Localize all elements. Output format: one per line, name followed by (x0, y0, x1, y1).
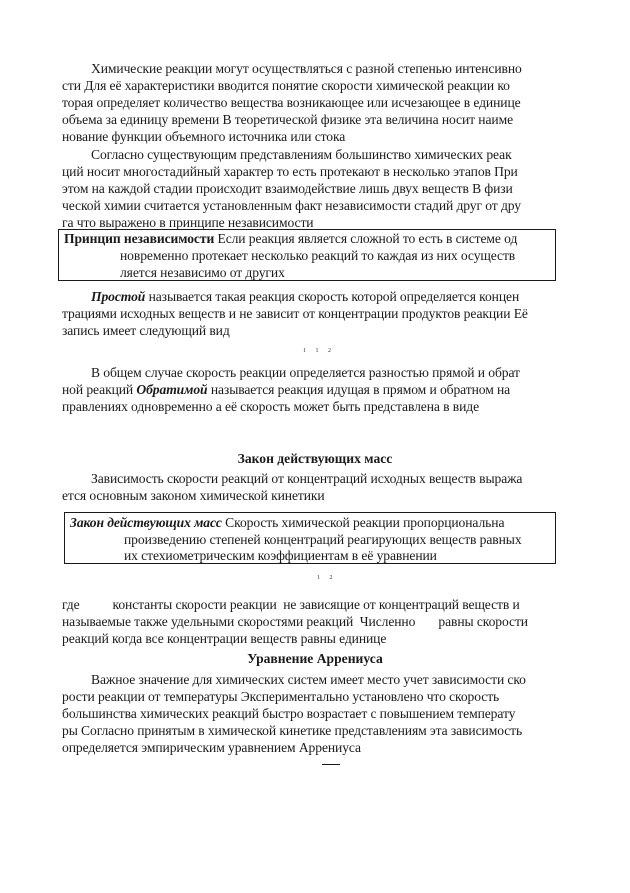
para7-line-2: рости реакции от температуры Экспериментально установлено что скорость (62, 689, 500, 704)
para4-line-1: В общем случае скорость реакции определяется разностью прямой и обрат (91, 365, 520, 380)
para1-line-4: объема за единицу времени В теоретической физике эта величина носит наиме (62, 112, 514, 127)
para2-line-3: этом на каждой стадии происходит взаимодействие лишь двух веществ В физи (62, 181, 513, 196)
para3-line-2: трациями исходных веществ и не зависит от концентрации продуктов реакции Её (62, 306, 528, 321)
para4-line-2 (62, 381, 510, 398)
para1-line-3: торая определяет количество вещества возникающее или исчезающее в единице (62, 95, 521, 110)
para3-line-1 (91, 288, 519, 305)
para3-text-1: называется такая реакция скорость которой определяется концен (145, 289, 520, 304)
para2-line-4: ческой химии считается установленным факт независимости стадий друг от дру (62, 198, 521, 213)
formula-1-fragment: 1 1 2 (303, 348, 335, 354)
para2-line-2: ций носит многостадийный характер то есть протекают в несколько этапов При (62, 164, 518, 179)
para5-line-1: Зависимость скорости реакций от концентраций исходных веществ выража (91, 471, 523, 486)
para7-line-5: определяется эмпирическим уравнением Аррениуса (62, 740, 361, 755)
heading-mass-action: Закон действующих масс (237, 451, 393, 466)
law-line-3: их стехиометрическим коэффициентам в её уравнении (124, 548, 437, 563)
para7-line-4: ры Согласно принятым в химической кинетике представлениям эта зависимость (62, 723, 523, 738)
para5-line-2: ется основным законом химической кинетики (62, 488, 325, 503)
principle-text-1: Если реакция является сложной то есть в системе од (214, 231, 518, 246)
para1-line-1: Химические реакции могут осуществляться с разной степенью интенсивно (91, 61, 522, 76)
law-text-1: Скорость химической реакции пропорциональна (221, 515, 505, 530)
principle-line-3: ляется независимо от других (120, 265, 285, 280)
principle-term: Принцип независимости (64, 231, 215, 246)
para3-line-3: запись имеет следующий вид (62, 323, 230, 338)
law-line-1 (70, 514, 504, 531)
para2-line-1: Согласно существующим представлениям большинство химических реак (91, 147, 512, 162)
para7-line-3: большинства химических реакций быстро возрастает с повышением температу (62, 706, 516, 721)
law-term: Закон действующих масс (70, 515, 222, 530)
formula-2-fragment: 1 2 (317, 575, 337, 581)
para4-line-3: правлениях одновременно а её скорость может быть представлена в виде (62, 399, 480, 414)
para6-line-3: реакций когда все концентрации веществ равны единице (62, 631, 387, 646)
para7-line-1: Важное значение для химических систем имеет место учет зависимости ско (91, 672, 526, 687)
para2-line-5: га что выражено в принципе независимости (62, 215, 314, 230)
term-reversible: Обратимой (136, 382, 208, 397)
law-line-2: произведению степеней концентраций реагирующих веществ равных (124, 532, 522, 547)
term-simple: Простой (91, 289, 146, 304)
para1-line-2: сти Для её характеристики вводится понятие скорости химической реакции ко (62, 78, 510, 93)
para6-line-2: называемые также удельными скоростями реакций Численно равны скорости (62, 614, 528, 629)
para4-text-post: называется реакция идущая в прямом и обратном на (207, 382, 511, 397)
para6-line-1: где константы скорости реакции не зависящие от концентраций веществ и (62, 597, 520, 612)
principle-line-1 (64, 230, 517, 247)
page-footer-dash (322, 764, 340, 765)
para1-line-5: нование функции объемного источника или стока (62, 129, 346, 144)
para4-text-pre: ной реакций (62, 382, 137, 397)
heading-arrhenius: Уравнение Аррениуса (247, 651, 383, 666)
principle-line-2: новременно протекает несколько реакций то каждая из них осуществ (120, 248, 516, 263)
